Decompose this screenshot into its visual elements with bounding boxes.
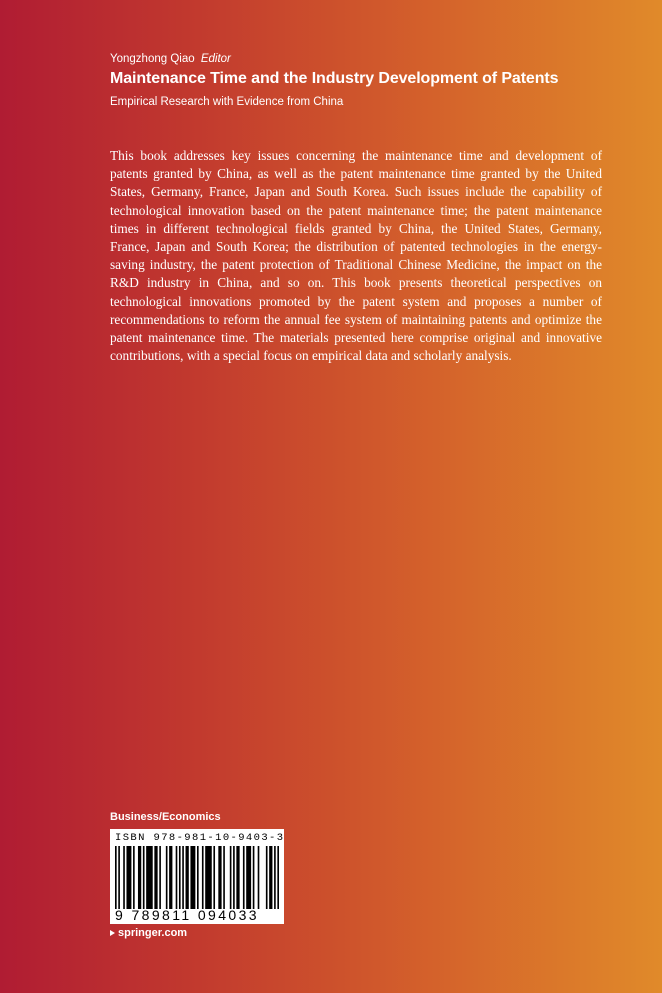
cover-header <box>110 52 640 109</box>
isbn-text: ISBN 978-981-10-9403-3 <box>115 832 285 844</box>
author-role: Editor <box>200 53 231 65</box>
book-subtitle: Empirical Research with Evidence from China <box>110 96 344 108</box>
website-label: springer.com <box>118 927 188 939</box>
barcode-digits: 9 789811 094033 <box>115 907 259 923</box>
category-label: Business/Economics <box>110 811 221 823</box>
book-title: Maintenance Time and the Industry Development of Patents <box>110 70 559 87</box>
author-line <box>110 52 640 66</box>
author-name: Yongzhong Qiao <box>110 53 195 65</box>
barcode-bars <box>115 846 279 909</box>
isbn-barcode <box>110 829 284 924</box>
triangle-right-icon <box>110 930 115 936</box>
publisher-website[interactable] <box>110 927 187 939</box>
book-description: This book addresses key issues concerning the maintenance time and development of patents granted by China, as well as the patent maintenance time granted by the United States, Germany, France, Japan and South Korea. Such issues include the capability of technological innovation based on the patent maintenance time; the patent maintenance times in different technological fields granted by China, the United States, Germany, France, Japan and South Korea; the distribution of patented technologies in the energy-saving industry, the patent protection of Traditional Chinese Medicine, the impact on the R&D industry in China, and so on. This book presents theoretical perspectives on technological innovations promoted by the patent system and proposes a number of recommendations to reform the annual fee system of maintaining patents and optimize the patent maintenance time. The materials presented here comprise original and innovative contributions, with a special focus on empirical data and scholarly analysis. <box>110 148 602 364</box>
